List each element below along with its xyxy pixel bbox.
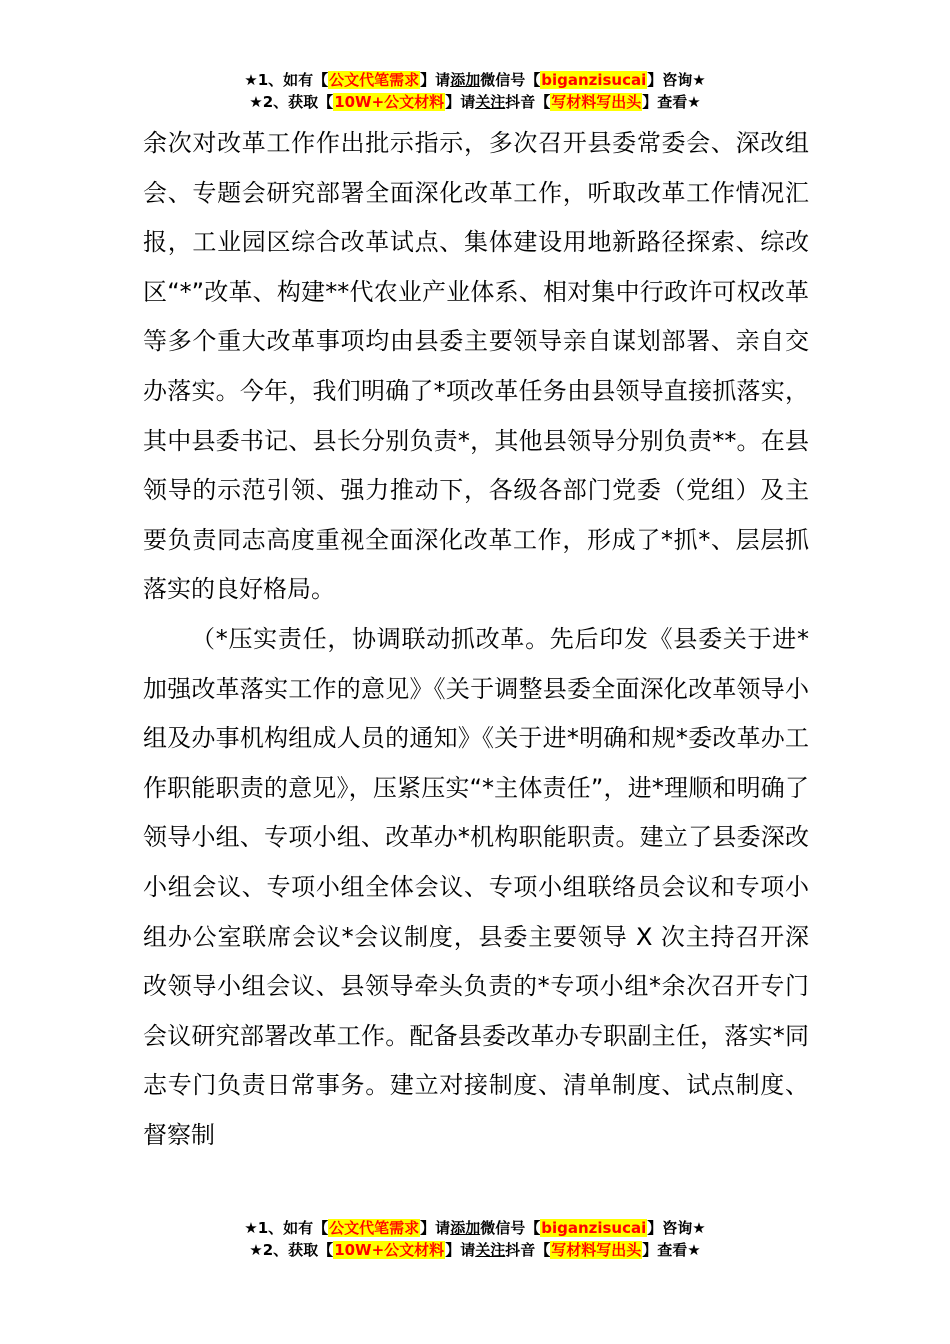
ad-line-2-mid2: 抖音【 — [505, 93, 551, 111]
ad-line-1-mid2: 微信号【 — [480, 71, 541, 89]
ad-underlined-follow: 关注 — [475, 93, 506, 111]
ad-highlight-douyin-account: 写材料写出头 — [551, 93, 642, 111]
ad-line-2-prefix: ★2、获取【 — [249, 1241, 334, 1259]
ad-line-2-mid: 】请 — [445, 1241, 476, 1259]
ad-highlight-service: 公文代笔需求 — [329, 71, 420, 89]
ad-line-2-suffix: 】查看★ — [642, 1241, 701, 1259]
ad-underlined-add: 添加 — [450, 1219, 481, 1237]
ad-line-2 — [0, 1240, 950, 1262]
ad-line-1-suffix: 】咨询★ — [647, 1219, 706, 1237]
footer-ad-banner — [0, 1218, 950, 1262]
ad-underlined-add: 添加 — [450, 71, 481, 89]
body-paragraph-1: 余次对改革工作作出批示指示，多次召开县委常委会、深改组会、专题会研究部署全面深化改革工作，听取改革工作情况汇报，工业园区综合改革试点、集体建设用地新路径探索、综改区“*”改革、构建**代农业产业体系、相对集中行政许可权改革等多个重大改革事项均由县委主要领导亲自谋划部署、亲自交办落实。今年，我们明确了*项改革任务由县领导直接抓落实，其中县委书记、县长分别负责*，其他县领导分别负责**。在县领导的示范引领、强力推动下，各级各部门党委（党组）及主要负责同志高度重视全面深化改革工作，形成了*抓*、层层抓落实的良好格局。 — [143, 129, 809, 604]
ad-line-1-mid: 】请 — [420, 71, 451, 89]
ad-line-2-mid2: 抖音【 — [505, 1241, 551, 1259]
ad-line-1 — [0, 70, 950, 92]
ad-line-2-mid: 】请 — [445, 93, 476, 111]
body-paragraph-2: （*压实责任，协调联动抓改革。先后印发《县委关于进*加强改革落实工作的意见》《关于调整县委全面深化改革领导小组及办事机构组成人员的通知》《关于进*明确和规*委改革办工作职能职责的意见》，压紧压实“*主体责任”，进*理顺和明确了领导小组、专项小组、改革办*机构职能职责。建立了县委深改小组会议、专项小组全体会议、专项小组联络员会议和专项小组办公室联席会议*会议制度，县委主要领导 X 次主持召开深改领导小组会议、县领导牵头负责的*专项小组*余次召开专门会议研究部署改革工作。配备县委改革办专职副主任，落实*同志专门负责日常事务。建立对接制度、清单制度、试点制度、督察制 — [143, 624, 809, 1149]
ad-line-1-prefix: ★1、如有【 — [244, 1219, 329, 1237]
document-body — [143, 119, 809, 1160]
ad-highlight-materials: 10W+公文材料 — [334, 93, 445, 111]
header-ad-banner — [0, 70, 950, 114]
ad-line-1-prefix: ★1、如有【 — [244, 71, 329, 89]
ad-underlined-follow: 关注 — [475, 1241, 506, 1259]
ad-highlight-wechat-id: biganzisucai — [541, 71, 647, 89]
ad-line-2 — [0, 92, 950, 114]
ad-line-2-suffix: 】查看★ — [642, 93, 701, 111]
ad-highlight-service: 公文代笔需求 — [329, 1219, 420, 1237]
ad-line-1-mid: 】请 — [420, 1219, 451, 1237]
ad-line-1 — [0, 1218, 950, 1240]
ad-line-1-suffix: 】咨询★ — [647, 71, 706, 89]
ad-line-2-prefix: ★2、获取【 — [249, 93, 334, 111]
ad-highlight-wechat-id: biganzisucai — [541, 1219, 647, 1237]
ad-highlight-douyin-account: 写材料写出头 — [551, 1241, 642, 1259]
ad-highlight-materials: 10W+公文材料 — [334, 1241, 445, 1259]
ad-line-1-mid2: 微信号【 — [480, 1219, 541, 1237]
